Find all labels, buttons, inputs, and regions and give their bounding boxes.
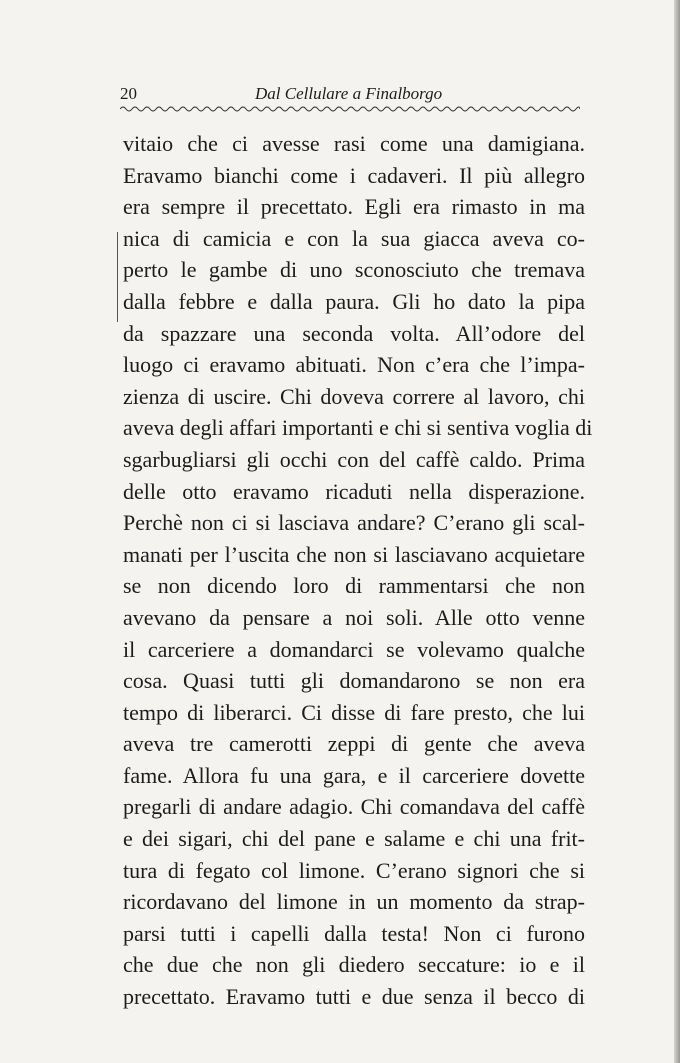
text-line: perto le gambe di uno sconosciuto che tremava	[123, 257, 585, 283]
text-line: precettato. Eravamo tutti e due senza il becco di	[123, 984, 585, 1010]
text-line: dalla febbre e dalla paura. Gli ho dato la pipa	[123, 288, 585, 314]
text-line: manati per l’uscita che non si lasciavano acquietare	[123, 541, 585, 567]
text-line: cosa. Quasi tutti gli domandarono se non era	[123, 668, 585, 694]
body-text	[123, 128, 593, 1013]
text-line: se non dicendo loro di rammentarsi che non	[123, 573, 585, 599]
text-line: fame. Allora fu una gara, e il carceriere dovette	[123, 762, 585, 788]
text-line: parsi tutti i capelli dalla testa! Non ci furono	[123, 920, 585, 946]
text-line: vitaio che ci avesse rasi come una damigiana.	[123, 131, 585, 156]
text-line: luogo ci eravamo abituati. Non c’era che l’impa-	[123, 352, 585, 378]
text-line: delle otto eravamo ricaduti nella disperazione.	[123, 478, 585, 504]
text-line: Eravamo bianchi come i cadaveri. Il più allegro	[123, 162, 585, 188]
text-line: tempo di liberarci. Ci disse di fare presto, che lui	[123, 699, 585, 725]
text-line: che due che non gli diedero seccature: io e il	[123, 952, 585, 978]
text-line: da spazzare una seconda volta. All’odore del	[123, 320, 585, 346]
text-line: aveva degli affari importanti e chi si sentiva voglia di	[123, 415, 593, 441]
text-line: aveva tre camerotti zeppi di gente che aveva	[123, 731, 585, 757]
page-header	[120, 84, 580, 106]
margin-mark	[117, 232, 118, 322]
text-line: tura di fegato col limone. C’erano signori che si	[123, 857, 585, 883]
text-line: pregarli di andare adagio. Chi comandava del caffè	[123, 794, 585, 820]
page-edge-shadow	[674, 0, 680, 1063]
text-line: e dei sigari, chi del pane e salame e chi una frit-	[123, 826, 585, 852]
text-line: sgarbugliarsi gli occhi con del caffè caldo. Prima	[123, 446, 585, 472]
text-line: zienza di uscire. Chi doveva correre al lavoro, chi	[123, 383, 585, 409]
text-line: nica di camicia e con la sua giacca aveva co-	[123, 225, 585, 251]
text-line: Perchè non ci si lasciava andare? C’erano gli scal-	[123, 510, 585, 536]
text-line: il carceriere a domandarci se volevamo qualche	[123, 636, 585, 662]
page-number: 20	[120, 84, 137, 103]
running-title: Dal Cellulare a Finalborgo	[255, 84, 443, 103]
text-line: era sempre il precettato. Egli era rimasto in ma	[123, 194, 585, 220]
decorative-wavy-rule	[120, 105, 580, 113]
text-line: avevano da pensare a noi soli. Alle otto venne	[123, 604, 585, 630]
text-line: ricordavano del limone in un momento da strap-	[123, 889, 585, 915]
